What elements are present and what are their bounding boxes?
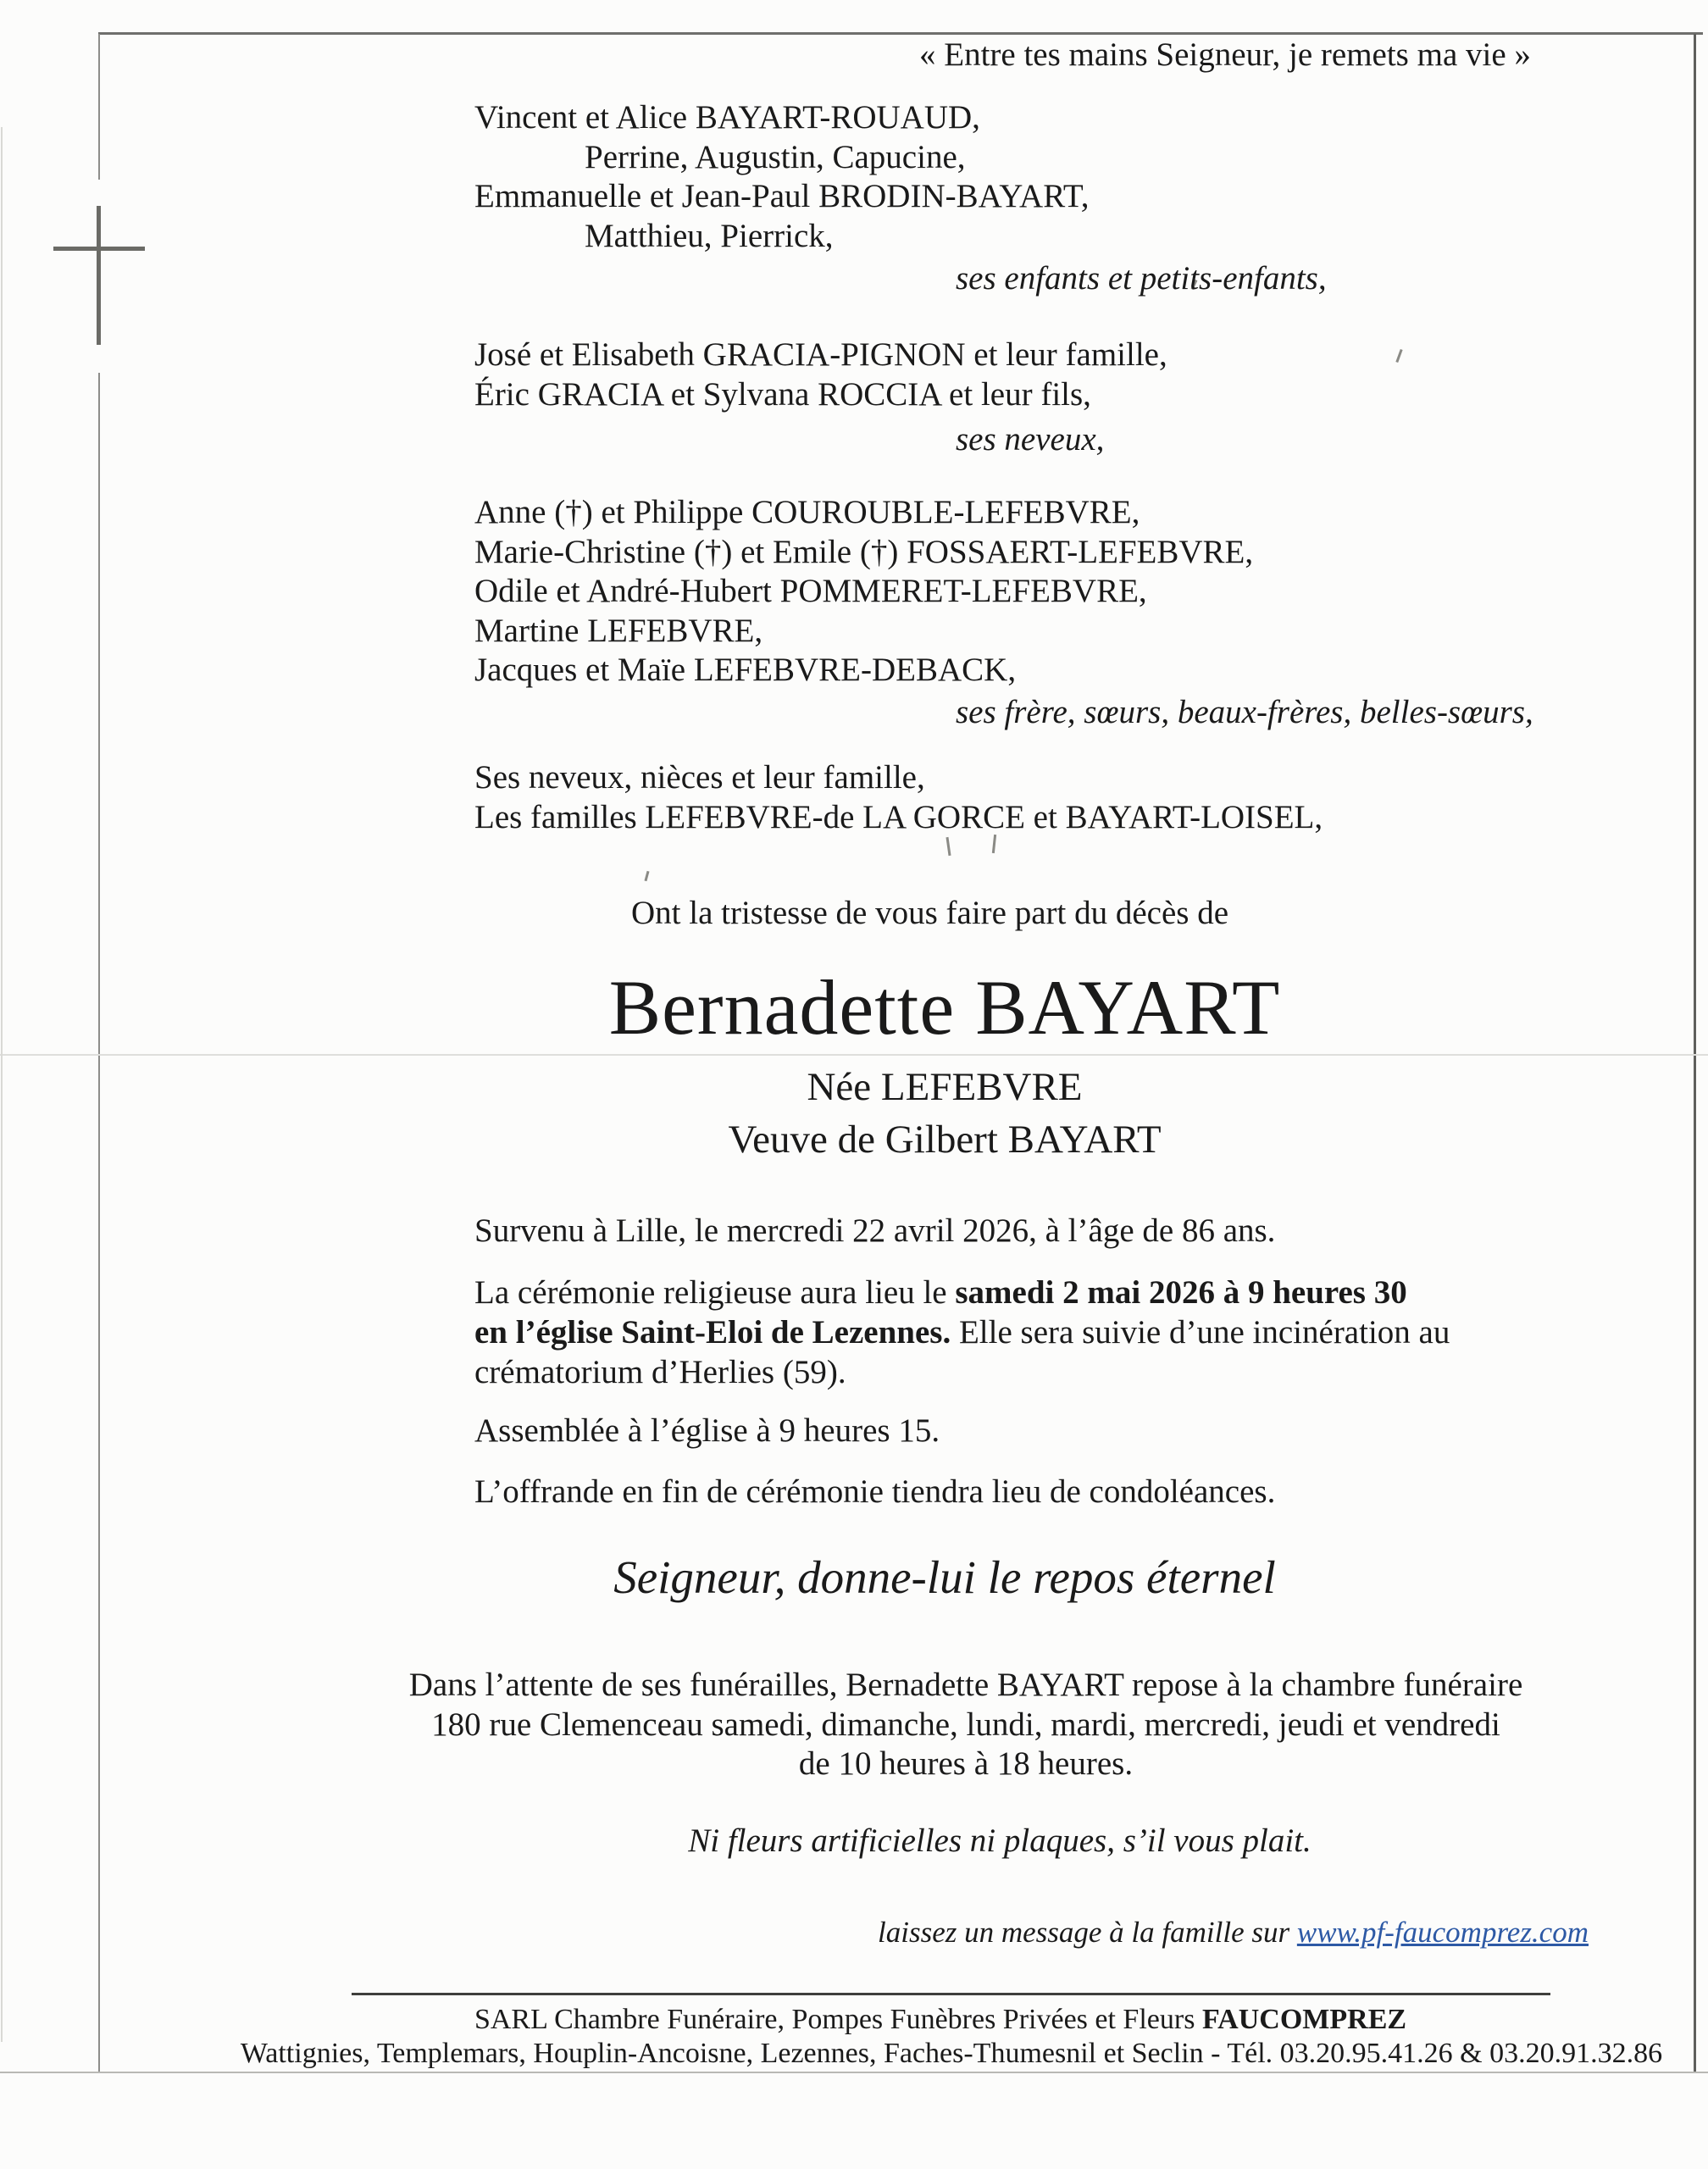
deceased-widow-line: Veuve de Gilbert BAYART xyxy=(728,1118,1162,1162)
left-scan-edge-line xyxy=(1,127,3,2042)
opening-quote: « Entre tes mains Seigneur, je remets ma vie » xyxy=(919,36,1531,73)
footer-locations-line: Wattignies, Templemars, Houplin-Ancoisne, Lezennes, Faches-Thumesnil et Seclin - Tél. 03.20.95.41.26 & 03.20.91.32.86 xyxy=(240,2038,1663,2069)
top-border-line xyxy=(98,32,1703,35)
assembly-line: Assemblée à l’église à 9 heures 15. xyxy=(474,1412,940,1449)
footer-rule xyxy=(352,1993,1550,1995)
family-line: Matthieu, Pierrick, xyxy=(585,218,834,254)
left-border-line-lower xyxy=(98,373,100,2073)
offering-line: L’offrande en fin de cérémonie tiendra lieu de condoléances. xyxy=(474,1473,1276,1510)
family-message-link[interactable]: www.pf-faucomprez.com xyxy=(1296,1916,1589,1949)
scan-speck xyxy=(1395,349,1402,363)
family-line: Éric GRACIA et Sylvana ROCCIA et leur fils, xyxy=(474,376,1091,413)
family-line: Jacques et Maïe LEFEBVRE-DEBACK, xyxy=(474,652,1017,688)
repose-line-1: Dans l’attente de ses funérailles, Bernadette BAYART repose à la chambre funéraire xyxy=(408,1667,1523,1703)
family-line: Anne (†) et Philippe COUROUBLE-LEFEBVRE, xyxy=(474,494,1140,530)
prayer-line: Seigneur, donne-lui le repos éternel xyxy=(613,1551,1276,1603)
deceased-maiden-name: Née LEFEBVRE xyxy=(807,1065,1083,1109)
scan-speck xyxy=(992,835,996,853)
family-line: Odile et André-Hubert POMMERET-LEFEBVRE, xyxy=(474,573,1147,609)
relation-label: ses neveux, xyxy=(956,421,1105,458)
footer-company-line: SARL Chambre Funéraire, Pompes Funèbres Privées et Fleurs FAUCOMPREZ xyxy=(474,2004,1407,2035)
family-line: Les familles LEFEBVRE-de LA GORCE et BAYART-LOISEL, xyxy=(474,799,1323,835)
family-line: Vincent et Alice BAYART-ROUAUD, xyxy=(474,99,980,136)
ceremony-line-3: crématorium d’Herlies (59). xyxy=(474,1354,846,1390)
repose-line-2: 180 rue Clemenceau samedi, dimanche, lundi, mardi, mercredi, jeudi et vendredi xyxy=(431,1706,1500,1743)
deceased-name: Bernadette BAYART xyxy=(608,964,1281,1051)
family-line: Ses neveux, nièces et leur famille, xyxy=(474,759,925,796)
ceremony-line-1: La cérémonie religieuse aura lieu le samedi 2 mai 2026 à 9 heures 30 xyxy=(474,1274,1407,1311)
relation-label: ses frère, sœurs, beaux-frères, belles-sœurs, xyxy=(956,694,1533,730)
ceremony-line-2: en l’église Saint-Eloi de Lezennes. Elle sera suivie d’une incinération au xyxy=(474,1314,1450,1351)
repose-line-3: de 10 heures à 18 heures. xyxy=(798,1745,1134,1782)
message-line: laissez un message à la famille sur www.pf-faucomprez.com xyxy=(878,1916,1589,1949)
no-flowers-line: Ni fleurs artificielles ni plaques, s’il vous plait. xyxy=(688,1822,1312,1859)
family-line: Marie-Christine (†) et Emile (†) FOSSAERT-LEFEBVRE, xyxy=(474,534,1254,570)
family-line: Emmanuelle et Jean-Paul BRODIN-BAYART, xyxy=(474,178,1090,214)
left-border-line-upper xyxy=(98,34,100,180)
relation-label: ses enfants et petits-enfants, xyxy=(956,260,1327,297)
bottom-scan-line xyxy=(0,2072,1708,2073)
family-line: José et Elisabeth GRACIA-PIGNON et leur famille, xyxy=(474,336,1167,373)
death-details-line: Survenu à Lille, le mercredi 22 avril 2026, à l’âge de 86 ans. xyxy=(474,1212,1276,1249)
family-line: Perrine, Augustin, Capucine, xyxy=(585,139,966,175)
scan-speck xyxy=(946,837,951,856)
scan-speck xyxy=(644,871,649,881)
scan-artifact-line-middle xyxy=(0,1054,1708,1056)
family-line: Martine LEFEBVRE, xyxy=(474,613,763,649)
announcement-line: Ont la tristesse de vous faire part du décès de xyxy=(631,895,1229,931)
